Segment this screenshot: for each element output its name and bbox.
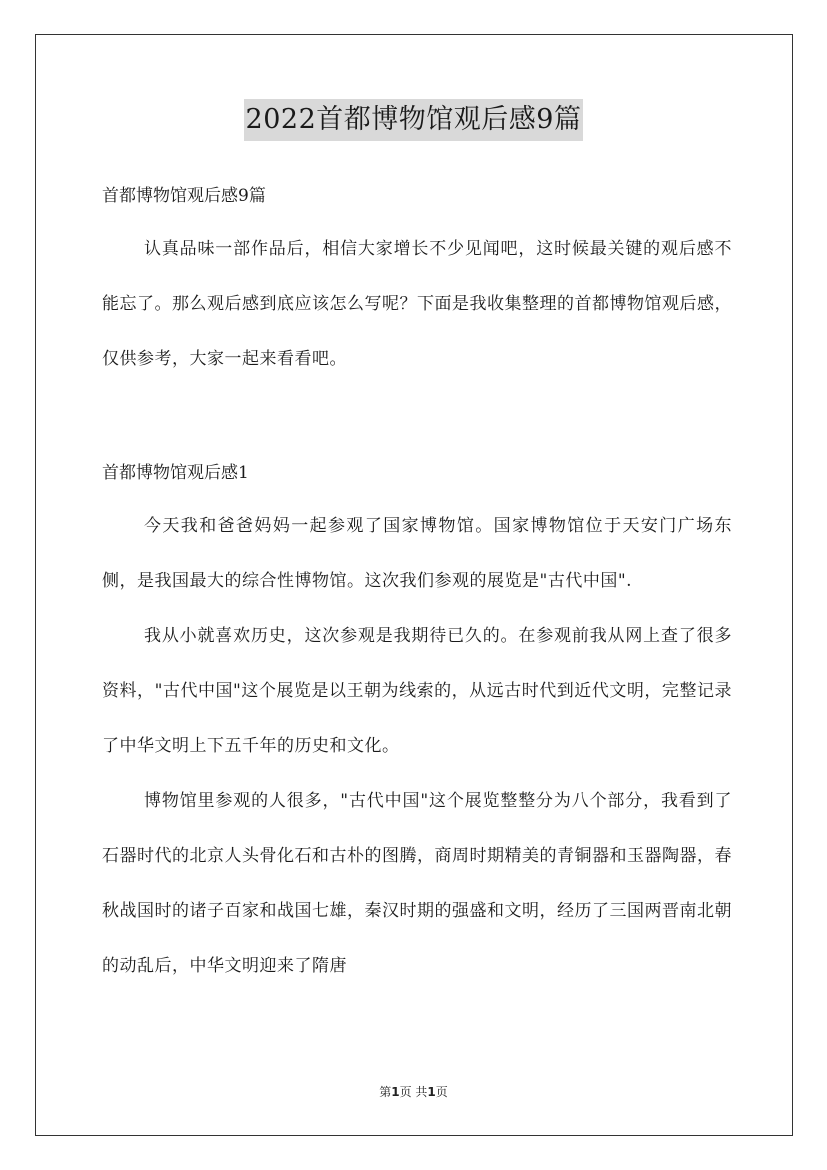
document-title: 2022首都博物馆观后感9篇 <box>244 99 584 141</box>
document-subtitle: 首都博物馆观后感9篇 <box>102 186 266 206</box>
page-current: 1 <box>391 1085 400 1099</box>
page-total: 1 <box>427 1085 436 1099</box>
document-body <box>102 170 732 994</box>
title-container <box>0 99 827 141</box>
page-prefix: 第 <box>379 1085 392 1099</box>
body-paragraph-2: 我从小就喜欢历史，这次参观是我期待已久的。在参观前我从网上查了很多资料，"古代中国"这个展览是以王朝为线索的，从远古时代到近代文明，完整记录了中华文明上下五千年的历史和文化。 <box>102 626 732 756</box>
intro-paragraph: 认真品味一部作品后，相信大家增长不少见闻吧，这时候最关键的观后感不能忘了。那么观后感到底应该怎么写呢？下面是我收集整理的首都博物馆观后感，仅供参考，大家一起来看看吧。 <box>102 239 732 369</box>
section-gap <box>102 387 732 447</box>
body-paragraph-1: 今天我和爸爸妈妈一起参观了国家博物馆。国家博物馆位于天安门广场东侧，是我国最大的综合性博物馆。这次我们参观的展览是"古代中国". <box>102 516 732 591</box>
page-suffix: 页 <box>435 1085 448 1099</box>
body-paragraph-3: 博物馆里参观的人很多，"古代中国"这个展览整整分为八个部分，我看到了石器时代的北京人头骨化石和古朴的图腾，商周时期精美的青铜器和玉器陶器，春秋战国时的诸子百家和战国七雄，秦汉时期的强盛和文明，经历了三国两晋南北朝的动乱后，中华文明迎来了隋唐 <box>102 791 732 976</box>
section-heading: 首都博物馆观后感1 <box>102 463 249 483</box>
page-footer <box>0 1084 827 1100</box>
page-mid: 页 共 <box>399 1085 428 1099</box>
